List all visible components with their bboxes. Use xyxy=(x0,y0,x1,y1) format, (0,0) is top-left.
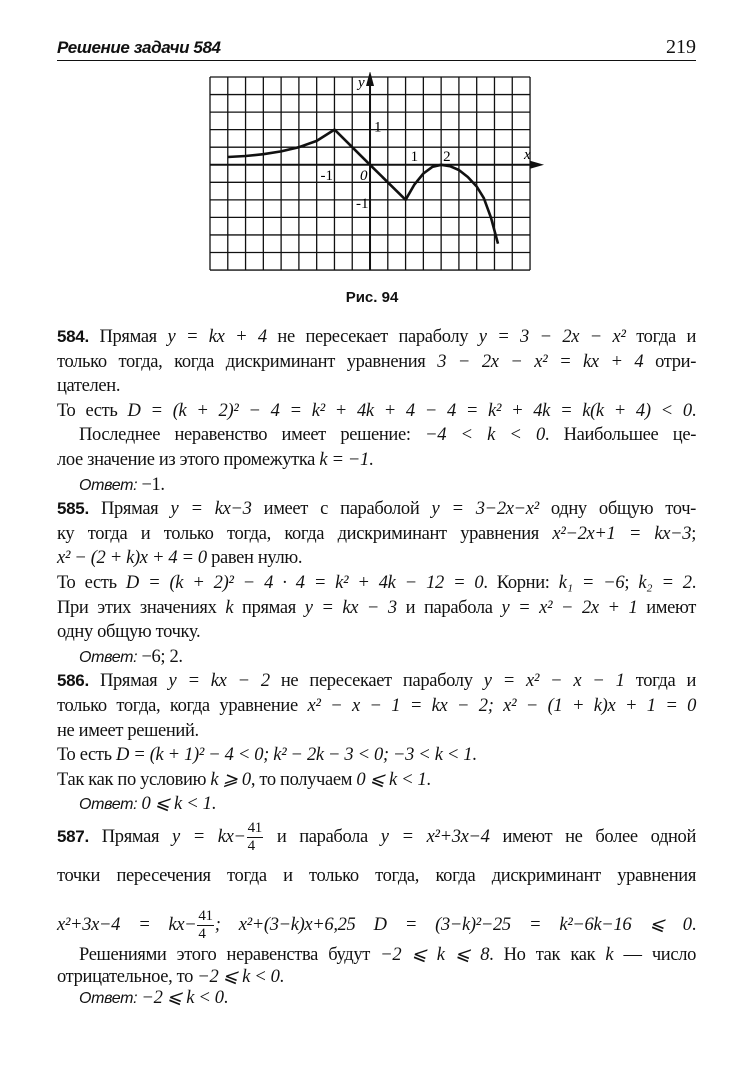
text-segment: То есть xyxy=(57,400,128,421)
tick-label: 2 xyxy=(443,148,451,165)
text-segment: Прямая xyxy=(88,826,172,847)
math-expression: x²+3x−4 = kx− xyxy=(57,914,197,935)
text-line xyxy=(57,571,696,595)
text-line xyxy=(57,908,696,942)
text-segment: . xyxy=(426,769,431,790)
text-segment: не пересекает параболу xyxy=(266,327,479,347)
text-segment: и парабола xyxy=(396,597,502,618)
text-segment: Прямая xyxy=(88,499,171,520)
text-segment: Прямая xyxy=(88,671,169,692)
fraction xyxy=(197,908,213,943)
text-segment: −6; 2. xyxy=(137,646,183,667)
math-expression: k₁ = −6 xyxy=(558,573,625,593)
text-segment: имеют не более одной xyxy=(489,826,697,847)
text-line xyxy=(57,864,696,888)
figure-94-graph xyxy=(205,72,545,282)
text-segment: равен нулю. xyxy=(206,548,303,569)
text-line xyxy=(57,473,696,497)
math-expression: y = x²+3x−4 xyxy=(380,826,490,847)
text-line xyxy=(57,325,696,349)
text-segment: не пересекает параболу xyxy=(269,671,484,692)
text-segment: ; xyxy=(691,523,696,544)
text-segment: . Наибольшее це- xyxy=(544,425,697,446)
math-expression: x² − (2 + k)x + 4 = 0 xyxy=(57,548,207,569)
math-expression: k = −1 xyxy=(319,450,369,470)
answer-label: Ответ: xyxy=(79,990,138,1007)
header-rule xyxy=(57,60,696,61)
text-line xyxy=(57,768,696,792)
text-segment: Так как по условию xyxy=(57,769,211,790)
origin-label: 0 xyxy=(360,167,368,184)
math-expression: y = 3−2x−x² xyxy=(431,499,539,520)
text-line xyxy=(57,399,696,423)
text-segment: Решениями этого неравенства будут xyxy=(79,945,381,965)
text-segment: тогда и xyxy=(624,671,697,692)
text-line xyxy=(57,620,696,644)
text-segment: . xyxy=(691,914,696,935)
math-expression: −4 < k < 0 xyxy=(425,425,545,446)
x-axis-label: x xyxy=(524,146,531,163)
fraction-denominator: 4 xyxy=(247,838,255,854)
math-expression: y = kx − 3 xyxy=(304,597,397,618)
text-segment: . xyxy=(279,967,284,987)
text-line xyxy=(57,497,696,521)
text-segment: отри- xyxy=(643,351,696,372)
figure-caption: Рис. 94 xyxy=(345,289,399,306)
text-line xyxy=(57,694,696,718)
math-expression: y = x² − x − 1 xyxy=(483,671,625,692)
fraction-numerator: 41 xyxy=(198,908,213,924)
fraction xyxy=(247,820,263,855)
problem-number: 584. xyxy=(57,327,89,346)
text-segment: Прямая xyxy=(88,327,168,347)
answer-label: Ответ: xyxy=(79,648,138,666)
text-line xyxy=(57,596,696,620)
text-segment: тогда и xyxy=(625,327,697,347)
math-expression: −2 ⩽ k < 0 xyxy=(197,967,280,987)
text-segment: . xyxy=(211,794,216,815)
text-line xyxy=(57,546,696,570)
text-line xyxy=(57,820,697,854)
math-expression: y = 3 − 2x − x² xyxy=(478,327,626,347)
text-line xyxy=(57,986,696,1010)
text-line xyxy=(57,719,696,743)
text-segment: −1. xyxy=(137,474,165,495)
text-line xyxy=(57,669,696,693)
text-segment: только тогда, когда уравнение xyxy=(57,696,308,716)
math-expression: y = kx + 4 xyxy=(167,327,267,347)
text-line xyxy=(57,350,696,374)
math-expression: D = (k + 2)² − 4 · 4 = k² + 4k − 12 = 0 xyxy=(125,573,484,593)
answer-label: Ответ: xyxy=(79,476,138,494)
text-segment: не имеет решений. xyxy=(57,720,199,741)
text-segment: То есть xyxy=(57,573,126,593)
math-expression: −2 ⩽ k < 0 xyxy=(141,988,224,1008)
text-segment: точки пересечения тогда и только тогда, когда дискриминант уравнения xyxy=(57,866,696,886)
text-segment: То есть xyxy=(57,745,117,766)
text-line xyxy=(57,743,696,767)
text-segment: . xyxy=(691,573,696,593)
math-expression: D = (k + 1)² − 4 < 0; k² − 2k − 3 < 0; −3 < k < 1 xyxy=(116,745,473,766)
problem-number: 587. xyxy=(57,826,89,846)
text-segment: . Но так как xyxy=(489,945,606,965)
text-segment: . xyxy=(223,988,228,1008)
text-segment: имеют xyxy=(637,597,696,618)
text-line xyxy=(57,792,696,816)
text-segment: . Корни: xyxy=(483,573,559,593)
math-expression: y = x² − 2x + 1 xyxy=(501,597,638,618)
math-expression: ; x²+(3−k)x+6,25 D = (3−k)²−25 = k²−6k−16 ⩽ 0 xyxy=(214,914,692,935)
page-number: 219 xyxy=(666,36,696,58)
problem-number: 585. xyxy=(57,499,89,519)
answer-label: Ответ: xyxy=(79,796,138,814)
text-segment: . xyxy=(691,400,697,421)
text-segment: . xyxy=(368,450,374,470)
tick-label: 1 xyxy=(410,148,419,165)
text-segment: ; xyxy=(624,573,639,593)
tick-label: -1 xyxy=(320,167,333,184)
fraction-denominator: 4 xyxy=(198,926,206,942)
text-segment: имеет с параболой xyxy=(251,499,432,520)
running-header-title: Решение задачи 584 xyxy=(57,38,221,57)
text-segment: — число xyxy=(613,945,696,965)
math-expression: x² − x − 1 = kx − 2; x² − (1 + k)x + 1 = 0 xyxy=(307,696,696,716)
text-segment: отрицательное, то xyxy=(57,967,198,987)
text-segment: Последнее неравенство имеет решение: xyxy=(79,425,426,446)
text-segment: и парабола xyxy=(263,826,381,847)
text-line xyxy=(57,374,696,398)
math-expression: k₂ = 2 xyxy=(638,573,692,593)
text-segment: . xyxy=(472,745,477,766)
math-expression: −2 ⩽ k ⩽ 8 xyxy=(380,945,490,965)
problem-number: 586. xyxy=(57,671,89,691)
math-expression: k ⩾ 0 xyxy=(210,769,251,790)
y-axis-label: y xyxy=(358,75,365,91)
tick-label: 1 xyxy=(374,119,382,136)
tick-label: -1 xyxy=(356,195,369,212)
math-expression: D = (k + 2)² − 4 = k² + 4k + 4 − 4 = k² + 4k = k(k + 4) < 0 xyxy=(127,400,692,421)
math-expression: 3 − 2x − x² = kx + 4 xyxy=(437,351,644,372)
math-expression: 0 ⩽ k < 1 xyxy=(356,769,427,790)
text-segment: прямая xyxy=(233,597,305,618)
math-expression: k xyxy=(605,945,614,965)
text-segment: , то получаем xyxy=(250,769,357,790)
text-segment: одну общую точ- xyxy=(538,499,696,520)
text-segment: одну общую точку. xyxy=(57,622,201,643)
math-expression: y = kx− xyxy=(172,826,246,847)
text-segment: При этих значениях xyxy=(57,597,226,618)
text-line xyxy=(57,448,696,472)
text-segment: лое значение из этого промежутка xyxy=(57,450,320,470)
x-axis-arrow-icon xyxy=(530,161,544,169)
math-expression: y = kx − 2 xyxy=(168,671,270,692)
text-segment: только тогда, когда дискриминант уравнения xyxy=(57,351,438,372)
math-expression: k xyxy=(225,597,234,618)
math-expression: 0 ⩽ k < 1 xyxy=(141,794,212,815)
text-segment: ку тогда и только тогда, когда дискриминант уравнения xyxy=(57,523,553,544)
text-line xyxy=(57,423,696,447)
y-axis-arrow-icon xyxy=(366,72,374,86)
text-line xyxy=(57,645,696,669)
math-expression: x²−2x+1 = kx−3 xyxy=(552,523,692,544)
math-expression: y = kx−3 xyxy=(170,499,252,520)
fraction-numerator: 41 xyxy=(247,820,262,836)
text-segment: цателен. xyxy=(57,376,121,397)
text-line xyxy=(57,943,696,967)
text-line xyxy=(57,522,696,546)
